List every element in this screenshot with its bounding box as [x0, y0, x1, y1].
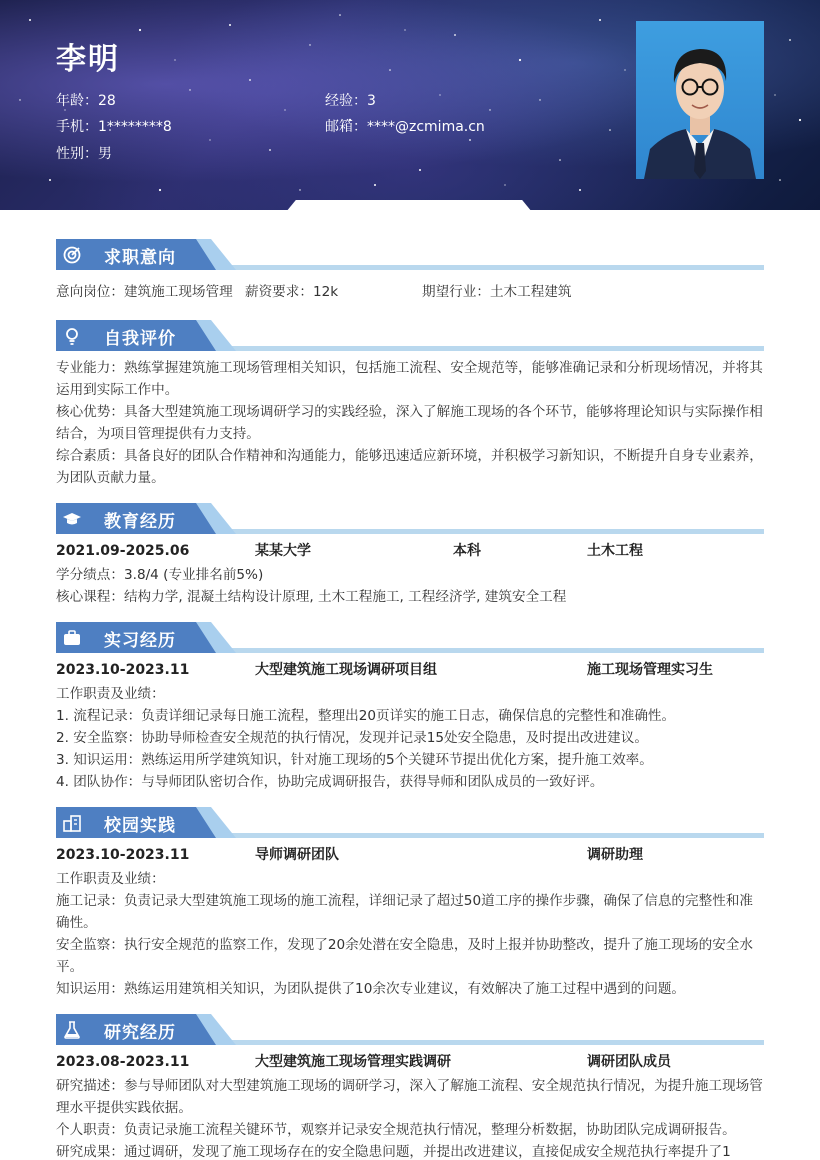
research-org: 大型建筑施工现场管理实践调研 [255, 1054, 451, 1070]
intent-position: 意向岗位：建筑施工现场管理 [56, 284, 233, 300]
graduation-cap-icon [62, 509, 82, 529]
section-header-self [56, 320, 764, 352]
section-header-internship [56, 622, 764, 654]
campus-date: 2023.10-2023.11 [56, 847, 190, 863]
intern-item: 1. 流程记录：负责详细记录每日施工流程，整理出20页详实的施工日志，确保信息的完整性和准确性。 [56, 708, 676, 724]
intern-org: 大型建筑施工现场调研项目组 [255, 662, 437, 678]
flask-icon [62, 1020, 82, 1040]
self-eval-paragraph: 专业能力：熟练掌握建筑施工现场管理相关知识，包括施工流程、安全规范等，能够准确记录和分析现场情况，并将其运用到实际工作中。 [56, 360, 763, 398]
campus-paragraph: 安全监察：执行安全规范的监察工作，发现了20余处潜在安全隐患，及时上报并协助整改，提升了施工现场的安全水平。 [56, 937, 753, 975]
research-date: 2023.08-2023.11 [56, 1054, 190, 1070]
resume-header [0, 0, 820, 210]
campus-role: 调研助理 [587, 847, 643, 863]
section-title: 实习经历 [104, 631, 176, 651]
self-eval-paragraph: 核心优势：具备大型建筑施工现场调研学习的实践经验，深入了解施工现场的各个环节，能够将理论知识与实际操作相结合，为项目管理提供有力支持。 [56, 404, 763, 442]
experience-field: 经验：3 [325, 93, 376, 109]
gender-field: 性别：男 [56, 146, 112, 162]
campus-paragraph: 施工记录：负责记录大型建筑施工现场的施工流程，详细记录了超过50道工序的操作步骤，确保了信息的完整性和准确性。 [56, 893, 753, 931]
section-title: 校园实践 [104, 816, 176, 836]
section-title: 教育经历 [104, 512, 176, 532]
candidate-name: 李明 [56, 42, 120, 77]
age-field: 年龄：28 [56, 93, 116, 109]
intern-role: 施工现场管理实习生 [587, 662, 713, 678]
campus-org: 导师调研团队 [255, 847, 339, 863]
edu-courses: 核心课程：结构力学, 混凝土结构设计原理, 土木工程施工, 工程经济学, 建筑安全工程 [56, 589, 567, 605]
intern-item: 4. 团队协作：与导师团队密切合作，协助完成调研报告，获得导师和团队成员的一致好评。 [56, 774, 604, 790]
intent-salary: 薪资要求：12k [245, 284, 339, 300]
research-paragraph: 个人职责：负责记录施工流程关键环节，观察并记录安全规范执行情况，整理分析数据，协助团队完成调研报告。 [56, 1122, 736, 1138]
email-field: 邮箱：****@zcmima.cn [325, 119, 485, 135]
edu-gpa: 学分绩点：3.8/4 (专业排名前5%) [56, 567, 264, 583]
campus-paragraph: 知识运用：熟练运用建筑相关知识，为团队提供了10余次专业建议，有效解决了施工过程中遇到的问题。 [56, 981, 686, 997]
target-icon [62, 245, 82, 265]
campus-lead: 工作职责及业绩： [56, 871, 165, 887]
building-icon [62, 813, 82, 833]
edu-major: 土木工程 [587, 543, 643, 559]
intern-item: 3. 知识运用：熟练运用所学建筑知识，针对施工现场的5个关键环节提出优化方案，提升施工效率。 [56, 752, 653, 768]
intern-item: 2. 安全监察：协助导师检查安全规范的执行情况，发现并记录15处安全隐患，及时提出改进建议。 [56, 730, 648, 746]
section-title: 研究经历 [104, 1023, 176, 1043]
intent-industry: 期望行业：土木工程建筑 [422, 284, 572, 300]
research-paragraph: 研究成果：通过调研，发现了施工现场存在的安全隐患问题，并提出改进建议，直接促成安全规范执行率提升了1 [56, 1144, 731, 1160]
intern-lead: 工作职责及业绩： [56, 686, 165, 702]
section-header-intent [56, 239, 764, 271]
header-notch [286, 200, 532, 210]
section-header-research [56, 1014, 764, 1046]
research-paragraph: 研究描述：参与导师团队对大型建筑施工现场的调研学习，深入了解施工流程、安全规范执行情况，为提升施工现场管理水平提供实践依据。 [56, 1078, 763, 1116]
lightbulb-icon [62, 326, 82, 346]
research-role: 调研团队成员 [587, 1054, 671, 1070]
section-title: 求职意向 [104, 248, 176, 268]
profile-photo [636, 21, 764, 179]
self-eval-paragraph: 综合素质：具备良好的团队合作精神和沟通能力，能够迅速适应新环境，并积极学习新知识，不断提升自身专业素养，为团队贡献力量。 [56, 448, 763, 486]
section-title: 自我评价 [104, 329, 176, 349]
edu-school: 某某大学 [255, 543, 311, 559]
intern-date: 2023.10-2023.11 [56, 662, 190, 678]
edu-date: 2021.09-2025.06 [56, 543, 190, 559]
phone-field: 手机：1********8 [56, 119, 172, 135]
edu-degree: 本科 [453, 543, 481, 559]
section-header-education [56, 503, 764, 535]
briefcase-icon [62, 628, 82, 648]
section-header-campus [56, 807, 764, 839]
